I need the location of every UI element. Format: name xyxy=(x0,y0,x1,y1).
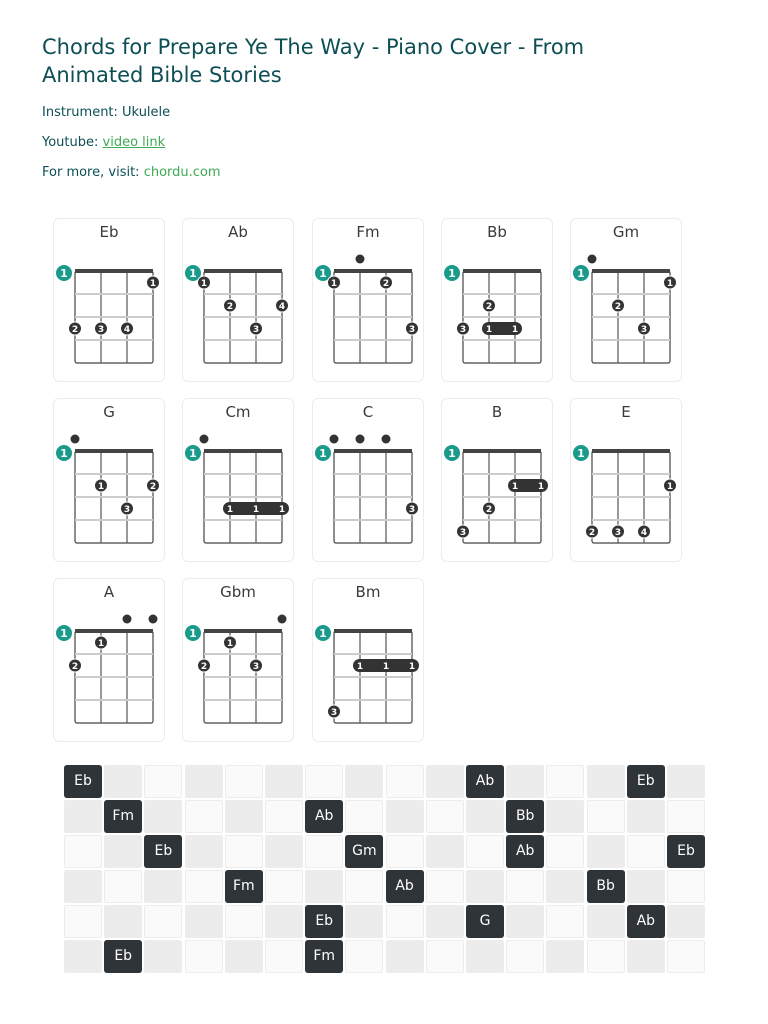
chord-diagram xyxy=(183,579,295,743)
sequence-cell xyxy=(506,940,544,973)
sequence-cell xyxy=(265,870,303,903)
finger-number: 2 xyxy=(200,662,208,672)
finger-number: 1 xyxy=(226,505,234,515)
finger-number: 3 xyxy=(640,325,648,335)
sequence-cell xyxy=(667,940,705,973)
base-fret-number: 1 xyxy=(319,267,327,280)
sequence-cell xyxy=(64,905,102,938)
chord-card-gm[interactable] xyxy=(570,218,682,382)
sequence-chord-tile[interactable]: G xyxy=(466,905,504,938)
sequence-cell xyxy=(426,765,464,798)
sequence-cell xyxy=(426,905,464,938)
more-label: For more, visit: xyxy=(42,165,140,180)
finger-number: 3 xyxy=(97,325,105,335)
sequence-cell xyxy=(225,765,263,798)
sequence-cell xyxy=(265,800,303,833)
nut xyxy=(592,449,670,453)
finger-number: 1 xyxy=(511,482,519,492)
sequence-cell xyxy=(305,870,343,903)
open-string-dot xyxy=(123,615,132,624)
chord-card-eb[interactable] xyxy=(53,218,165,382)
sequence-cell xyxy=(667,800,705,833)
open-string-dot xyxy=(149,615,158,624)
sequence-cell xyxy=(627,800,665,833)
finger-number: 1 xyxy=(252,505,260,515)
chord-diagram xyxy=(313,399,425,563)
sequence-cell xyxy=(506,765,544,798)
sequence-chord-tile[interactable]: Eb xyxy=(667,835,705,868)
chord-name: B xyxy=(491,403,503,421)
base-fret-number: 1 xyxy=(60,447,68,460)
sequence-cell xyxy=(64,940,102,973)
finger-number: 2 xyxy=(614,302,622,312)
chord-name: Bm xyxy=(355,583,381,601)
sequence-cell xyxy=(225,940,263,973)
sequence-cell xyxy=(64,800,102,833)
sequence-cell xyxy=(667,870,705,903)
finger-number: 1 xyxy=(485,325,493,335)
chord-name: Fm xyxy=(356,223,380,241)
finger-number: 1 xyxy=(226,639,234,649)
finger-number: 3 xyxy=(459,528,467,538)
sequence-cell xyxy=(265,835,303,868)
sequence-chord-tile[interactable]: Ab xyxy=(466,765,504,798)
open-string-dot xyxy=(588,255,597,264)
sequence-chord-tile[interactable]: Eb xyxy=(104,940,142,973)
sequence-chord-tile[interactable]: Bb xyxy=(587,870,625,903)
base-fret-number: 1 xyxy=(60,267,68,280)
chord-card-a[interactable] xyxy=(53,578,165,742)
sequence-cell xyxy=(386,940,424,973)
finger-number: 2 xyxy=(588,528,596,538)
sequence-cell xyxy=(426,870,464,903)
sequence-cell xyxy=(345,870,383,903)
finger-number: 2 xyxy=(382,279,390,289)
sequence-cell xyxy=(546,940,584,973)
open-string-dot xyxy=(200,435,209,444)
chord-diagram xyxy=(571,219,683,383)
sequence-cell xyxy=(426,940,464,973)
sequence-cell xyxy=(185,765,223,798)
sequence-cell xyxy=(185,940,223,973)
chord-diagram xyxy=(442,219,554,383)
finger-number: 1 xyxy=(666,279,674,289)
open-string-dot xyxy=(278,615,287,624)
sequence-cell xyxy=(144,800,182,833)
nut xyxy=(75,629,153,633)
finger-number: 1 xyxy=(330,279,338,289)
sequence-cell xyxy=(627,870,665,903)
chord-diagram xyxy=(54,579,166,743)
finger-number: 1 xyxy=(408,662,416,672)
chord-diagram xyxy=(183,399,295,563)
sequence-cell xyxy=(667,905,705,938)
chord-diagram xyxy=(442,399,554,563)
video-link[interactable]: video link xyxy=(102,135,166,150)
finger-number: 1 xyxy=(511,325,519,335)
sequence-cell xyxy=(587,835,625,868)
sequence-cell xyxy=(64,835,102,868)
nut xyxy=(334,629,412,633)
finger-number: 3 xyxy=(408,505,416,515)
sequence-cell xyxy=(265,765,303,798)
finger-number: 4 xyxy=(123,325,131,335)
chord-card-e[interactable] xyxy=(570,398,682,562)
sequence-cell xyxy=(466,800,504,833)
base-fret-number: 1 xyxy=(189,267,197,280)
open-string-dot xyxy=(382,435,391,444)
sequence-cell xyxy=(426,835,464,868)
sequence-cell xyxy=(225,905,263,938)
chord-sequence-grid xyxy=(64,765,708,975)
sequence-cell xyxy=(546,905,584,938)
finger-number: 1 xyxy=(382,662,390,672)
sequence-cell xyxy=(386,905,424,938)
finger-number: 3 xyxy=(408,325,416,335)
finger-number: 3 xyxy=(614,528,622,538)
sequence-cell xyxy=(265,905,303,938)
chord-diagram xyxy=(54,399,166,563)
sequence-cell xyxy=(386,800,424,833)
sequence-cell xyxy=(386,765,424,798)
sequence-cell xyxy=(506,870,544,903)
more-line xyxy=(42,165,221,180)
sequence-cell xyxy=(466,870,504,903)
sequence-cell xyxy=(104,835,142,868)
chord-card-bm[interactable] xyxy=(312,578,424,742)
finger-number: 3 xyxy=(252,325,260,335)
sequence-cell xyxy=(185,800,223,833)
sequence-cell xyxy=(185,835,223,868)
sequence-cell xyxy=(185,905,223,938)
base-fret-number: 1 xyxy=(448,267,456,280)
chord-diagram xyxy=(54,219,166,383)
finger-number: 3 xyxy=(330,708,338,718)
sequence-cell xyxy=(466,835,504,868)
sequence-cell xyxy=(144,870,182,903)
youtube-label: Youtube: xyxy=(42,135,99,150)
sequence-chord-tile[interactable]: Bb xyxy=(506,800,544,833)
sequence-chord-tile[interactable]: Eb xyxy=(64,765,102,798)
open-string-dot xyxy=(330,435,339,444)
sequence-chord-tile[interactable]: Ab xyxy=(506,835,544,868)
instrument-line xyxy=(42,105,170,120)
chord-name: Bb xyxy=(487,223,507,241)
finger-number: 2 xyxy=(226,302,234,312)
nut xyxy=(463,269,541,273)
sequence-cell xyxy=(225,800,263,833)
sequence-chord-tile[interactable]: Ab xyxy=(386,870,424,903)
chord-card-fm[interactable] xyxy=(312,218,424,382)
finger-number: 2 xyxy=(71,662,79,672)
chord-card-gbm[interactable] xyxy=(182,578,294,742)
finger-number: 1 xyxy=(537,482,545,492)
sequence-cell xyxy=(627,835,665,868)
chord-diagram xyxy=(313,579,425,743)
sequence-cell xyxy=(305,765,343,798)
sequence-cell xyxy=(144,765,182,798)
finger-number: 3 xyxy=(252,662,260,672)
chord-name: C xyxy=(362,403,374,421)
sequence-cell xyxy=(345,800,383,833)
sequence-cell xyxy=(466,940,504,973)
instrument-value: Ukulele xyxy=(122,105,171,120)
nut xyxy=(334,269,412,273)
sequence-chord-tile[interactable]: Ab xyxy=(305,800,343,833)
open-string-dot xyxy=(356,255,365,264)
sequence-cell xyxy=(426,800,464,833)
finger-number: 1 xyxy=(149,279,157,289)
chord-name: Cm xyxy=(225,403,251,421)
chordu-link[interactable]: chordu.com xyxy=(143,165,221,180)
nut xyxy=(204,269,282,273)
sequence-cell xyxy=(225,835,263,868)
chord-card-bb[interactable] xyxy=(441,218,553,382)
finger-number: 3 xyxy=(123,505,131,515)
sequence-cell xyxy=(546,800,584,833)
base-fret-number: 1 xyxy=(577,267,585,280)
finger-number: 2 xyxy=(71,325,79,335)
chord-name: A xyxy=(103,583,115,601)
chord-name: Gbm xyxy=(220,583,256,601)
nut xyxy=(75,449,153,453)
sequence-cell xyxy=(587,905,625,938)
sequence-cell xyxy=(506,905,544,938)
youtube-line xyxy=(42,135,165,150)
chord-name: Ab xyxy=(228,223,248,241)
nut xyxy=(204,449,282,453)
chord-name: G xyxy=(103,403,115,421)
sequence-cell xyxy=(185,870,223,903)
finger-number: 2 xyxy=(485,302,493,312)
base-fret-number: 1 xyxy=(189,627,197,640)
sequence-cell xyxy=(305,835,343,868)
chord-name: Eb xyxy=(99,223,119,241)
sequence-cell xyxy=(587,940,625,973)
sequence-cell xyxy=(546,835,584,868)
sequence-cell xyxy=(104,905,142,938)
sequence-cell xyxy=(144,905,182,938)
finger-number: 1 xyxy=(97,482,105,492)
finger-number: 1 xyxy=(356,662,364,672)
sequence-chord-tile[interactable]: Fm xyxy=(305,940,343,973)
chord-diagram xyxy=(183,219,295,383)
base-fret-number: 1 xyxy=(448,447,456,460)
finger-number: 2 xyxy=(485,505,493,515)
sequence-chord-tile[interactable]: Gm xyxy=(345,835,383,868)
sequence-chord-tile[interactable]: Eb xyxy=(627,765,665,798)
chord-card-g[interactable] xyxy=(53,398,165,562)
sequence-cell xyxy=(144,940,182,973)
chord-card-ab[interactable] xyxy=(182,218,294,382)
sequence-cell xyxy=(345,765,383,798)
finger-number: 3 xyxy=(459,325,467,335)
finger-number: 4 xyxy=(278,302,286,312)
instrument-label: Instrument: xyxy=(42,105,118,120)
base-fret-number: 1 xyxy=(577,447,585,460)
page-title: Chords for Prepare Ye The Way - Piano Cover - From Animated Bible Stories xyxy=(42,35,585,87)
sequence-chord-tile[interactable]: Fm xyxy=(104,800,142,833)
sequence-cell xyxy=(386,835,424,868)
sequence-cell xyxy=(627,940,665,973)
finger-number: 1 xyxy=(666,482,674,492)
open-string-dot xyxy=(356,435,365,444)
finger-number: 1 xyxy=(200,279,208,289)
nut xyxy=(75,269,153,273)
chord-name: E xyxy=(621,403,631,421)
sequence-cell xyxy=(587,800,625,833)
nut xyxy=(334,449,412,453)
finger-number: 2 xyxy=(149,482,157,492)
chord-card-c[interactable] xyxy=(312,398,424,562)
base-fret-number: 1 xyxy=(60,627,68,640)
sequence-cell xyxy=(345,940,383,973)
sequence-chord-tile[interactable]: Ab xyxy=(627,905,665,938)
finger-number: 1 xyxy=(97,639,105,649)
sequence-cell xyxy=(546,870,584,903)
sequence-cell xyxy=(587,765,625,798)
sequence-cell xyxy=(265,940,303,973)
nut xyxy=(463,449,541,453)
chord-name: Gm xyxy=(612,223,640,241)
sequence-cell xyxy=(345,905,383,938)
sequence-chord-tile[interactable]: Eb xyxy=(305,905,343,938)
sequence-chord-tile[interactable]: Eb xyxy=(144,835,182,868)
base-fret-number: 1 xyxy=(319,627,327,640)
finger-number: 1 xyxy=(278,505,286,515)
sequence-chord-tile[interactable]: Fm xyxy=(225,870,263,903)
sequence-cell xyxy=(667,765,705,798)
sequence-cell xyxy=(546,765,584,798)
base-fret-number: 1 xyxy=(319,447,327,460)
nut xyxy=(592,269,670,273)
sequence-cell xyxy=(64,870,102,903)
sequence-cell xyxy=(104,765,142,798)
chord-card-cm[interactable] xyxy=(182,398,294,562)
chord-diagram xyxy=(313,219,425,383)
base-fret-number: 1 xyxy=(189,447,197,460)
chord-card-b[interactable] xyxy=(441,398,553,562)
nut xyxy=(204,629,282,633)
open-string-dot xyxy=(71,435,80,444)
finger-number: 4 xyxy=(640,528,648,538)
sequence-cell xyxy=(104,870,142,903)
chord-diagram xyxy=(571,399,683,563)
